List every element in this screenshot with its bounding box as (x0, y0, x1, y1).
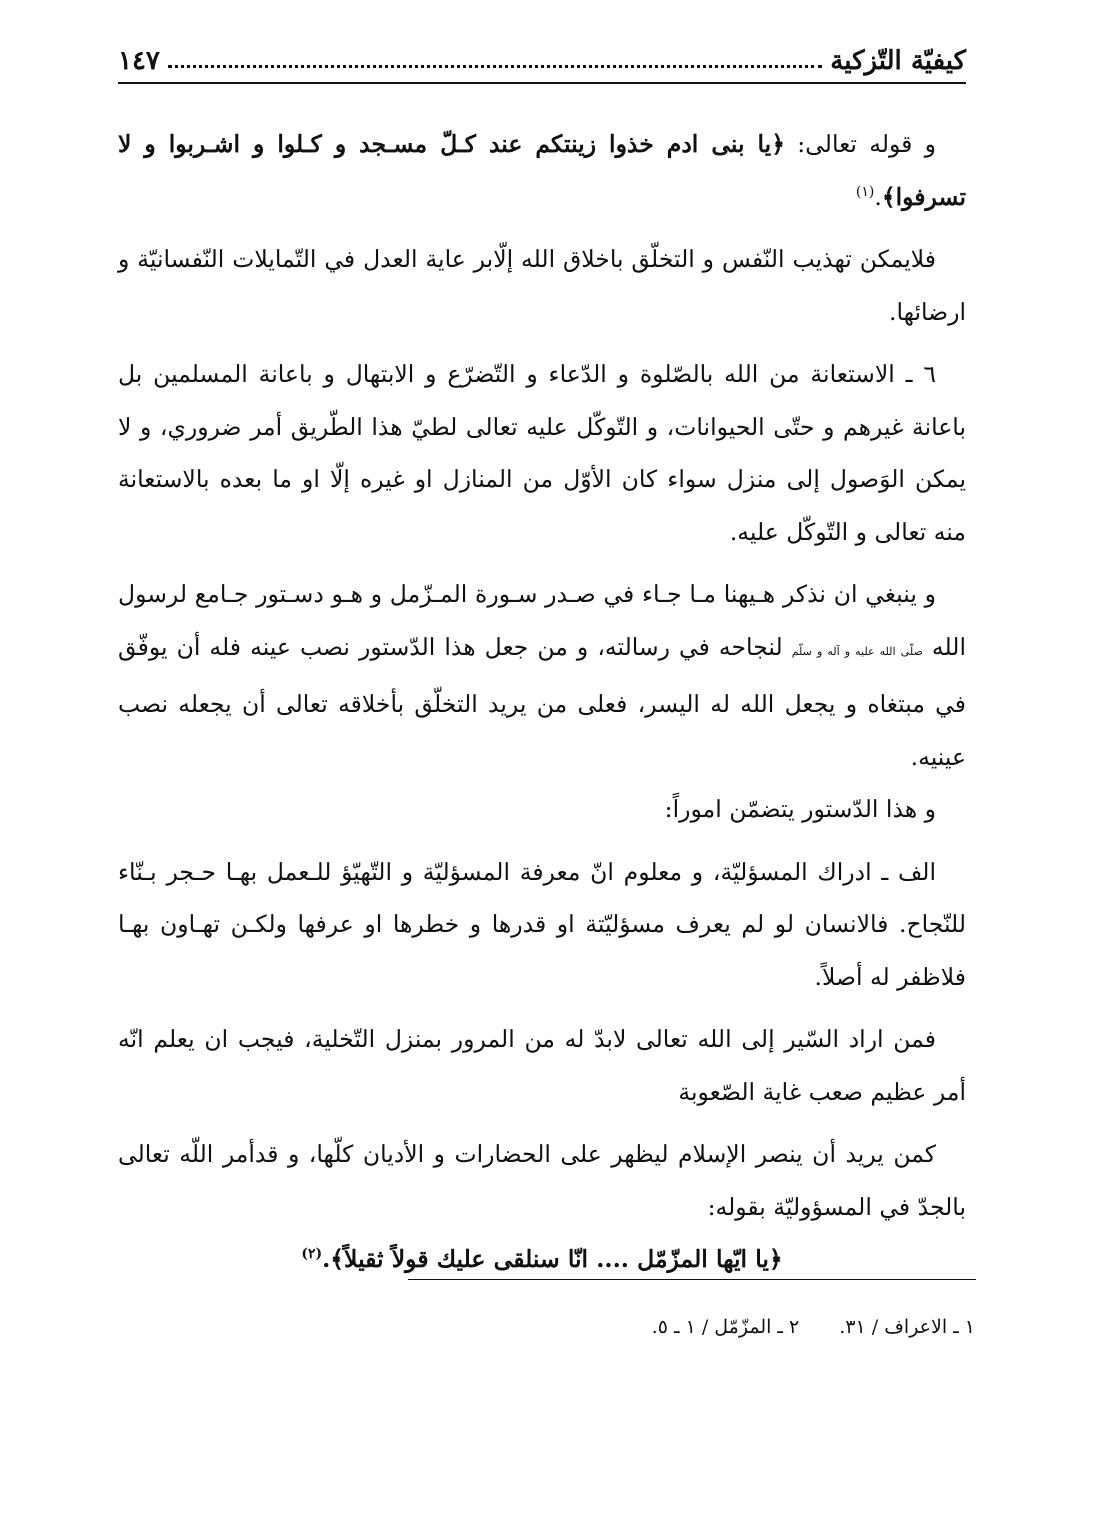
paragraph: ٦ ـ الاستعانة من الله بالصّلوة و الدّعاء و التّضرّع و الابتهال و باعانة المسلمين بل باعانة غيرهم و حتّى الحيوانات، و التّوكّل عليه تعالى لطيّ هذا الطّريق أمر ضروري، و لا يمكن الوَصول إلى منزل سواء كان الأوّل من المنازل او غيره إلّا او ما بعده بالاستعانة منه تعالى و التّوكّل عليه. (118, 360, 966, 546)
running-header (118, 40, 966, 84)
quote-intro: و قوله تعالى: (785, 130, 937, 158)
paragraph-prophet (118, 568, 966, 783)
footnote-2: ٢ ـ المزّمّل / ١ ـ ٥. (651, 1316, 800, 1338)
header-dot-leader (168, 65, 822, 68)
paragraph-quran-quote-2 (118, 1233, 966, 1286)
honorific-ligature: صلّى الله عليه و آله و سلّم (791, 644, 923, 658)
footnotes (652, 1316, 975, 1338)
paragraph: فمن اراد السّير إلى الله تعالى لابدّ له من المرور بمنزل التّخلية، فيجب ان يعلم انّه أمر عظيم صعب غاية الصّعوبة (118, 1025, 966, 1106)
punctuation: . (322, 1245, 331, 1273)
paragraph: فلايمكن تهذيب النّفس و التخلّق باخلاق الله إلّابر عاية العدل في التّمايلات النّفسانيّة و ارضائها. (118, 245, 966, 326)
footnote-1: ١ ـ الاعراف / ٣١. (839, 1316, 975, 1338)
paragraph-text: و ينبغي ان نذكر هـيهنا مـا جـاء في صـدر سـورة المـزّمل و هـو دسـتور جـامع لرسول الله (118, 580, 966, 661)
paragraph-quran-quote-1 (118, 118, 966, 223)
quran-verse: ﴿يا ايّها المزّمّل .... انّا سنلقى عليك قولاً ثقيلاً﴾ (330, 1245, 783, 1273)
paragraph: كمن يريد أن ينصر الإسلام ليظهر على الحضارات و الأديان كلّها، و قدأمر اللّه تعالى بالجدّ في المسؤوليّة بقوله: (118, 1140, 966, 1221)
footnote-marker: (٢) (301, 1246, 323, 1263)
footnote-marker: (١) (855, 183, 875, 200)
paragraph-text: لنجاحه في رسالته، و من جعل هذا الدّستور نصب عينه فله أن يوفّق في مبتغاه و يجعل الله له اليسر، فعلى من يريد التخلّق بأخلاقه تعالى أن يجعله نصب عينيه. (118, 632, 966, 771)
page-number: ١٤٧ (118, 46, 160, 76)
paragraph: الف ـ ادراك المسؤليّة، و معلوم انّ معرفة المسؤليّة و التّهيّؤ للـعمل بهـا حـجر بـنّاء للنّجاح. فالانسان لو لم يعرف مسؤليّتة او قدرها و خطرها او عرفها ولكـن تهـاون بهـا فلاظفر له أصلاً. (118, 857, 966, 991)
body-text (118, 118, 966, 1296)
quran-verse: ﴿يا بنى ادم خذوا زينتكم عند كـلّ مسـجد و كـلوا و اشـربوا و لا تسرفوا﴾ (118, 130, 966, 211)
punctuation: . (874, 182, 882, 211)
paragraph: و هذا الدّستور يتضمّن اموراً: (664, 795, 936, 823)
footnote-separator (408, 1279, 976, 1280)
chapter-title: كيفيّة التّزكية (830, 46, 966, 76)
